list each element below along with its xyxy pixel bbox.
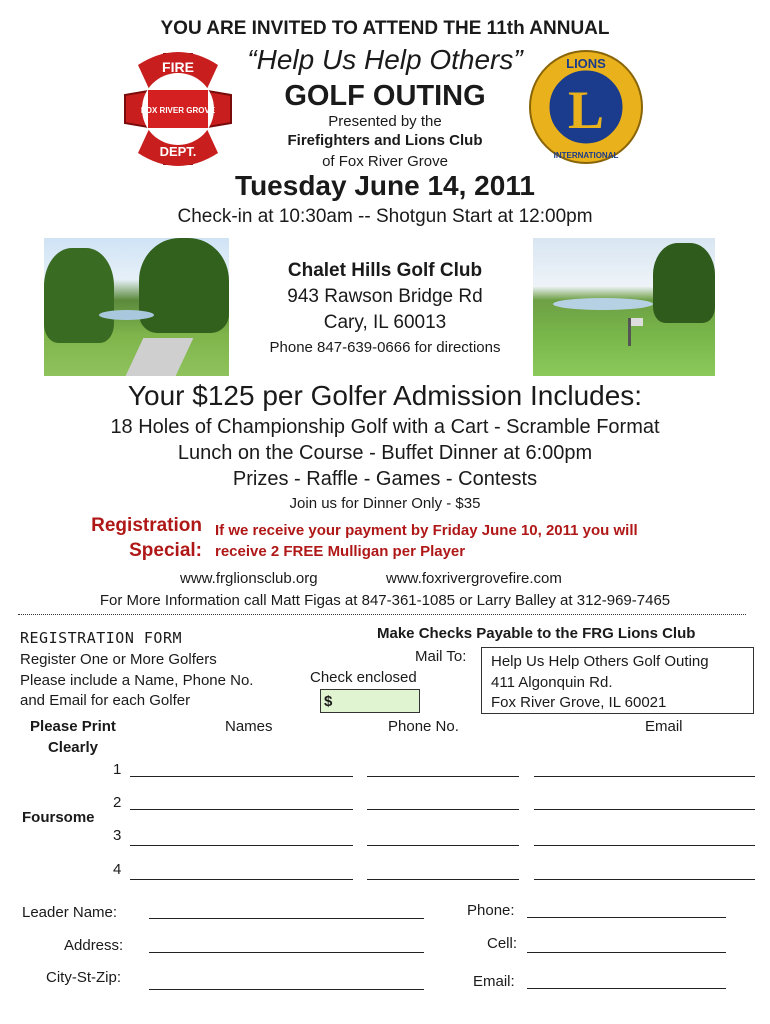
dotted-divider xyxy=(18,614,746,615)
dollar-sign: $ xyxy=(324,693,333,710)
city-st-zip-field[interactable] xyxy=(149,989,424,990)
col-phone: Phone No. xyxy=(388,718,459,735)
check-enclosed-label: Check enclosed xyxy=(310,669,417,686)
website-fire[interactable]: www.foxrivergrovefire.com xyxy=(386,570,562,587)
leader-cell-field[interactable] xyxy=(527,952,726,953)
col-email: Email xyxy=(645,718,683,735)
check-amount-field[interactable] xyxy=(320,689,420,713)
venue-phone: Phone 847-639-0666 for directions xyxy=(269,339,501,356)
golfer-2-email-field[interactable] xyxy=(534,809,755,810)
event-times: Check-in at 10:30am -- Shotgun Start at 12:00pm xyxy=(177,206,593,227)
address-label: Address: xyxy=(64,937,124,954)
fire-dept-logo xyxy=(115,50,241,168)
row-number-3: 3 xyxy=(113,827,122,844)
fire-logo-top: FIRE xyxy=(162,59,194,75)
dinner-only: Join us for Dinner Only - $35 xyxy=(289,495,481,512)
cell-label: Cell: xyxy=(487,935,518,952)
fire-logo-bottom: DEPT. xyxy=(159,144,197,159)
event-name: “Help Us Help Others” xyxy=(247,44,523,75)
leader-name-label: Leader Name: xyxy=(22,904,118,921)
golfer-1-email-field[interactable] xyxy=(534,776,755,777)
invite-line: YOU ARE INVITED TO ATTEND THE 11th ANNUAL xyxy=(160,18,610,39)
organizers: Firefighters and Lions Club xyxy=(287,132,483,149)
event-date: Tuesday June 14, 2011 xyxy=(235,170,535,201)
golfer-1-name-field[interactable] xyxy=(130,776,353,777)
lions-logo-bottom: INTERNATIONAL xyxy=(553,151,619,160)
form-title: REGISTRATION FORM xyxy=(20,629,183,647)
foursome-label: Foursome xyxy=(22,809,95,826)
mail-address-box xyxy=(481,647,754,714)
col-names: Names xyxy=(225,718,273,735)
venue-street: 943 Rawson Bridge Rd xyxy=(287,286,483,307)
admission-item-1: 18 Holes of Championship Golf with a Cart - Scramble Format xyxy=(110,416,660,438)
row-number-1: 1 xyxy=(113,761,122,778)
golfer-1-phone-field[interactable] xyxy=(367,776,519,777)
admission-title: Your $125 per Golfer Admission Includes: xyxy=(127,380,643,411)
golfer-3-email-field[interactable] xyxy=(534,845,755,846)
location-org: of Fox River Grove xyxy=(322,153,448,170)
golfer-2-phone-field[interactable] xyxy=(367,809,519,810)
website-lions[interactable]: www.frglionsclub.org xyxy=(180,570,318,587)
special-text-1: If we receive your payment by Friday June 10, 2011 you will xyxy=(215,522,638,539)
checks-payable: Make Checks Payable to the FRG Lions Club xyxy=(377,625,696,642)
row-number-2: 2 xyxy=(113,794,122,811)
golfer-3-phone-field[interactable] xyxy=(367,845,519,846)
form-instr-1: Register One or More Golfers xyxy=(20,651,217,668)
email-label: Email: xyxy=(473,973,515,990)
admission-item-3: Prizes - Raffle - Games - Contests xyxy=(232,468,538,490)
lions-logo-letter: L xyxy=(567,80,605,140)
print-clearly-2: Clearly xyxy=(47,739,99,756)
event-type: GOLF OUTING xyxy=(284,80,486,112)
leader-email-field[interactable] xyxy=(527,988,726,989)
golfer-2-name-field[interactable] xyxy=(130,809,353,810)
golfer-3-name-field[interactable] xyxy=(130,845,353,846)
golfer-4-name-field[interactable] xyxy=(130,879,353,880)
row-number-4: 4 xyxy=(113,861,122,878)
venue-name: Chalet Hills Golf Club xyxy=(287,260,483,281)
mail-to-label: Mail To: xyxy=(415,648,467,665)
print-clearly-1: Please Print xyxy=(30,718,116,735)
address-field[interactable] xyxy=(149,952,424,953)
golfer-4-email-field[interactable] xyxy=(534,879,755,880)
city-st-zip-label: City-St-Zip: xyxy=(46,969,121,986)
leader-phone-field[interactable] xyxy=(527,917,726,918)
form-instr-3: and Email for each Golfer xyxy=(20,692,191,709)
special-label-2: Special: xyxy=(129,540,202,561)
presented-by: Presented by the xyxy=(328,113,442,130)
mail-address-line-1: Help Us Help Others Golf Outing xyxy=(491,653,709,670)
lions-logo-top: LIONS xyxy=(566,56,606,71)
lions-club-logo xyxy=(525,48,647,166)
fire-logo-middle: FOX RIVER GROVE xyxy=(140,106,216,115)
mail-address-line-3: Fox River Grove, IL 60021 xyxy=(491,694,667,711)
form-instr-2: Please include a Name, Phone No. xyxy=(20,672,254,689)
special-text-2: receive 2 FREE Mulligan per Player xyxy=(215,543,466,560)
mail-address-line-2: 411 Algonquin Rd. xyxy=(491,674,613,691)
phone-label: Phone: xyxy=(467,902,515,919)
leader-name-field[interactable] xyxy=(149,918,424,919)
admission-item-2: Lunch on the Course - Buffet Dinner at 6:00pm xyxy=(177,442,593,464)
special-label-1: Registration xyxy=(91,515,202,536)
more-info: For More Information call Matt Figas at 847-361-1085 or Larry Balley at 312-969-7465 xyxy=(99,592,671,609)
venue-city: Cary, IL 60013 xyxy=(323,312,447,333)
golfer-4-phone-field[interactable] xyxy=(367,879,519,880)
